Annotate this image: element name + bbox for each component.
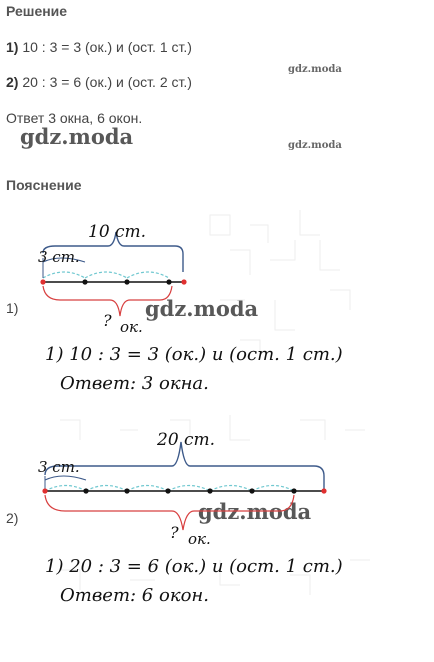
diagram-2-point <box>165 488 170 493</box>
watermark-large: gdz.moda <box>20 124 134 149</box>
solution-line-2-num: 2) <box>6 74 19 90</box>
diagram-1-equation: 1) 10 : 3 = 3 (ок.) и (ост. 1 ст.) <box>45 344 343 365</box>
diagram-1-total-label: 10 ст. <box>88 222 147 242</box>
diagram-2-start-point <box>42 488 47 493</box>
diagram-2-total-label: 20 ст. <box>157 430 216 450</box>
diagram-1-number: 1) <box>6 300 19 316</box>
diagram-2-point <box>83 488 88 493</box>
diagram-2-question-unit: ок. <box>188 530 211 548</box>
solution-line-1-num: 1) <box>6 39 19 55</box>
diagram-1-answer: Ответ: 3 окна. <box>60 373 209 394</box>
diagram-2-point <box>207 488 212 493</box>
diagram-2-equation: 1) 20 : 3 = 6 (ок.) и (ост. 1 ст.) <box>45 556 343 577</box>
solution-line-1-text: 10 : 3 = 3 (ок.) и (ост. 1 ст.) <box>22 39 192 55</box>
explanation-title: Пояснение <box>6 177 82 193</box>
diagram-2-end-point <box>321 488 326 493</box>
diagram-2-point <box>124 488 129 493</box>
solution-answer: Ответ 3 окна, 6 окон. <box>6 110 143 126</box>
watermark-small: gdz.moda <box>288 64 342 75</box>
diagram-2-question-label: ? <box>170 523 179 542</box>
solution-line-2-text: 20 : 3 = 6 (ок.) и (ост. 2 ст.) <box>22 74 192 90</box>
watermark-large: gdz.moda <box>145 296 259 321</box>
diagram-1-question-label: ? <box>103 311 112 330</box>
diagram-2-point <box>249 488 254 493</box>
watermark-small: gdz.moda <box>288 140 342 151</box>
solution-title: Решение <box>6 3 68 19</box>
watermark-large: gdz.moda <box>198 499 312 524</box>
diagram-1-question-unit: ок. <box>120 318 143 336</box>
diagram-2-number: 2) <box>6 510 19 526</box>
diagram-2-part-brace <box>45 476 86 480</box>
diagram-2-point <box>291 488 296 493</box>
diagram-2-part-label: 3 ст. <box>38 458 80 476</box>
diagram-2-answer: Ответ: 6 окон. <box>60 585 209 606</box>
diagram-1-part-label: 3 ст. <box>38 248 80 266</box>
